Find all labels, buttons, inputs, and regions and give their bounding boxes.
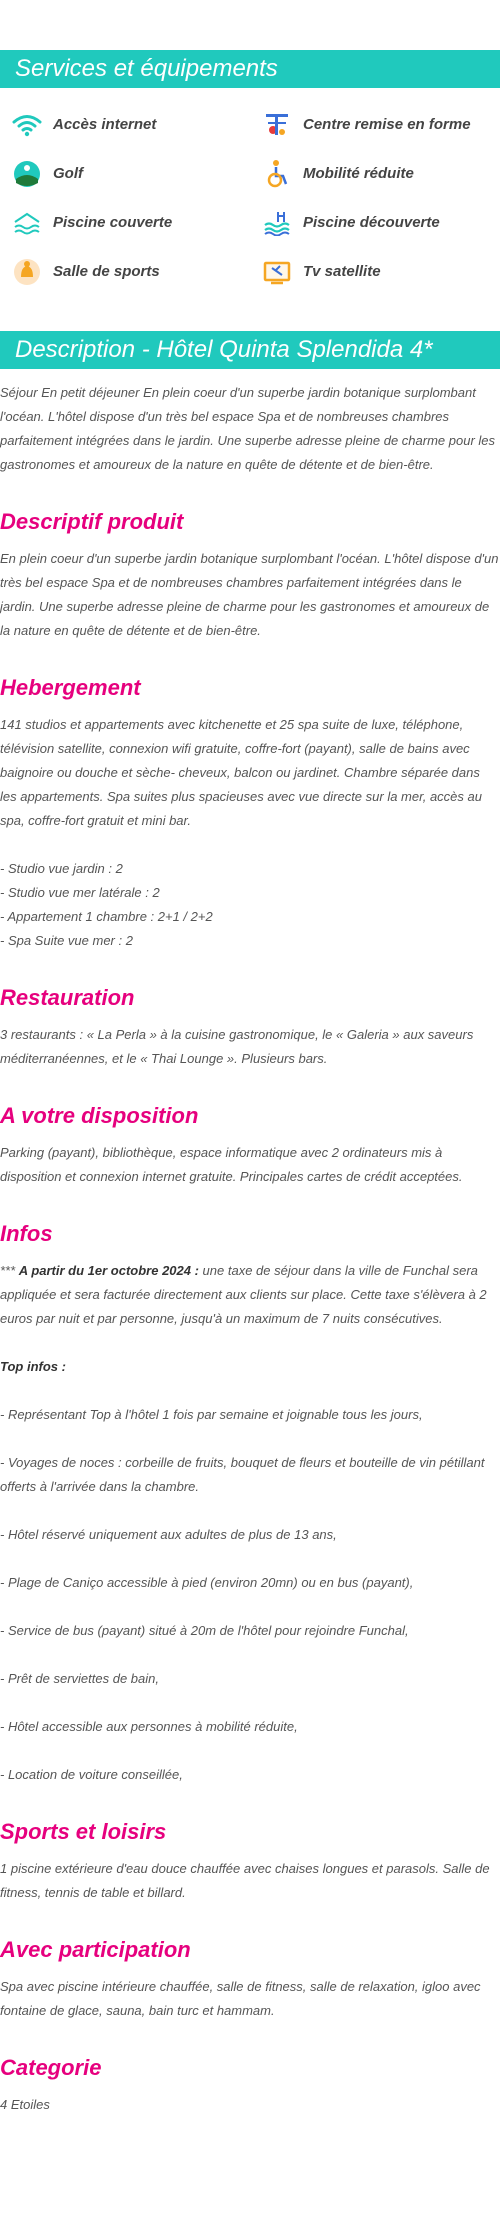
section-title-participation: Avec participation xyxy=(0,1937,191,1962)
list-item: - Hôtel réservé uniquement aux adultes de plus de 13 ans, xyxy=(0,1527,337,1542)
service-label: Salle de sports xyxy=(53,263,160,280)
restauration-text: 3 restaurants : « La Perla » à la cuisine gastronomique, le « Galeria » aux saveurs méditerranéennes, et le « Thai Lounge ». Plusieurs bars. xyxy=(0,1027,474,1066)
list-item: - Studio vue jardin : 2 xyxy=(0,861,123,876)
service-label: Mobilité réduite xyxy=(303,165,414,182)
service-fitness xyxy=(260,100,500,149)
section-title-descriptif: Descriptif produit xyxy=(0,509,184,534)
section-title-infos: Infos xyxy=(0,1221,53,1246)
participation-text: Spa avec piscine intérieure chauffée, salle de fitness, salle de relaxation, igloo avec fontaine de glace, sauna, bain turc et hammam. xyxy=(0,1979,481,2018)
service-label: Golf xyxy=(53,165,83,182)
infos-lead-prefix: *** xyxy=(0,1263,19,1278)
infos-lead-date: A partir du 1er octobre 2024 : xyxy=(18,1263,199,1278)
description-intro: Séjour En petit déjeuner En plein coeur d'un superbe jardin botanique surplombant l'océan. L'hôtel dispose d'un très bel espace Spa et de nombreuses chambres parfaitement intégrées dans le jardin. Une superbe adresse pleine de charme pour les gastronomes et amoureux de la nature en quête de détente et de bien-être. xyxy=(0,385,496,472)
sports-text: 1 piscine extérieure d'eau douce chauffée avec chaises longues et parasols. Salle de fitness, tennis de table et billard. xyxy=(0,1861,490,1900)
services-title: Services et équipements xyxy=(15,55,278,82)
service-label: Accès internet xyxy=(53,116,157,133)
list-item: - Studio vue mer latérale : 2 xyxy=(0,885,160,900)
section-title-restauration: Restauration xyxy=(0,985,135,1010)
list-item: - Service de bus (payant) situé à 20m de l'hôtel pour rejoindre Funchal, xyxy=(0,1623,409,1638)
top-infos-label: Top infos : xyxy=(0,1359,66,1374)
services-grid xyxy=(0,88,500,296)
service-label: Piscine découverte xyxy=(303,214,440,231)
service-label: Tv satellite xyxy=(303,263,381,280)
golf-icon xyxy=(10,157,44,191)
service-piscine-couverte xyxy=(10,198,260,247)
section-title-sports: Sports et loisirs xyxy=(0,1819,167,1844)
categorie-text: 4 Etoiles xyxy=(0,2097,50,2112)
service-label: Centre remise en forme xyxy=(303,116,471,133)
service-golf xyxy=(10,149,260,198)
description-title: Description - Hôtel Quinta Splendida 4* xyxy=(15,336,433,363)
hebergement-list xyxy=(0,857,500,953)
list-item: - Location de voiture conseillée, xyxy=(0,1767,183,1782)
service-label: Piscine couverte xyxy=(53,214,173,231)
page xyxy=(0,50,500,2117)
list-item: - Prêt de serviettes de bain, xyxy=(0,1671,159,1686)
descriptif-text: En plein coeur d'un superbe jardin botanique surplombant l'océan. L'hôtel dispose d'un très bel espace Spa et de nombreuses chambres parfaitement intégrées dans le jardin. Une superbe adresse pleine de charme pour les gastronomes et amoureux de la nature en quête de détente et de bien-être. xyxy=(0,551,499,638)
fitness-center-icon xyxy=(260,108,294,142)
service-salle-sports xyxy=(10,247,260,296)
wheelchair-icon xyxy=(260,157,294,191)
hebergement-text: 141 studios et appartements avec kitchenette et 25 spa suite de luxe, téléphone, télévision satellite, connexion wifi gratuite, coffre-fort (payant), salle de bains avec baignoire ou douche et sèche- cheveux, balcon ou jardinet. Chambre séparée dans les appartements. Spa suites plus spacieuses avec vue directe sur la mer, accès au spa, coffre-fort gratuit et mini bar. xyxy=(0,717,482,828)
service-mobilite xyxy=(260,149,500,198)
description-banner xyxy=(0,331,500,369)
gym-icon xyxy=(10,255,44,289)
list-item: - Hôtel accessible aux personnes à mobilité réduite, xyxy=(0,1719,298,1734)
outdoor-pool-icon xyxy=(260,206,294,240)
list-item: - Plage de Caniço accessible à pied (environ 20mn) ou en bus (payant), xyxy=(0,1575,414,1590)
section-title-disposition: A votre disposition xyxy=(0,1103,199,1128)
infos-lead-text: une taxe de séjour dans la ville de Funchal sera appliquée et sera facturée directement aux clients sur place. Cette taxe s'élèvera à 2 euros par nuit et par personne, jusqu'à un maximum de 7 nuits consécutives. xyxy=(0,1263,487,1326)
infos-lead xyxy=(0,1259,500,1331)
list-item: - Spa Suite vue mer : 2 xyxy=(0,933,133,948)
indoor-pool-icon xyxy=(10,206,44,240)
list-item: - Voyages de noces : corbeille de fruits, bouquet de fleurs et bouteille de vin pétillant offerts à l'arrivée dans la chambre. xyxy=(0,1455,485,1494)
tv-satellite-icon xyxy=(260,255,294,289)
content xyxy=(0,381,500,2117)
list-item: - Appartement 1 chambre : 2+1 / 2+2 xyxy=(0,909,213,924)
disposition-text: Parking (payant), bibliothèque, espace informatique avec 2 ordinateurs mis à disposition et connexion internet gratuite. Principales cartes de crédit acceptées. xyxy=(0,1145,463,1184)
services-banner xyxy=(0,50,500,88)
list-item: - Représentant Top à l'hôtel 1 fois par semaine et joignable tous les jours, xyxy=(0,1407,423,1422)
service-tv xyxy=(260,247,500,296)
service-internet xyxy=(10,100,260,149)
service-piscine-decouverte xyxy=(260,198,500,247)
wifi-icon xyxy=(10,108,44,142)
section-title-categorie: Categorie xyxy=(0,2055,102,2080)
section-title-hebergement: Hebergement xyxy=(0,675,141,700)
